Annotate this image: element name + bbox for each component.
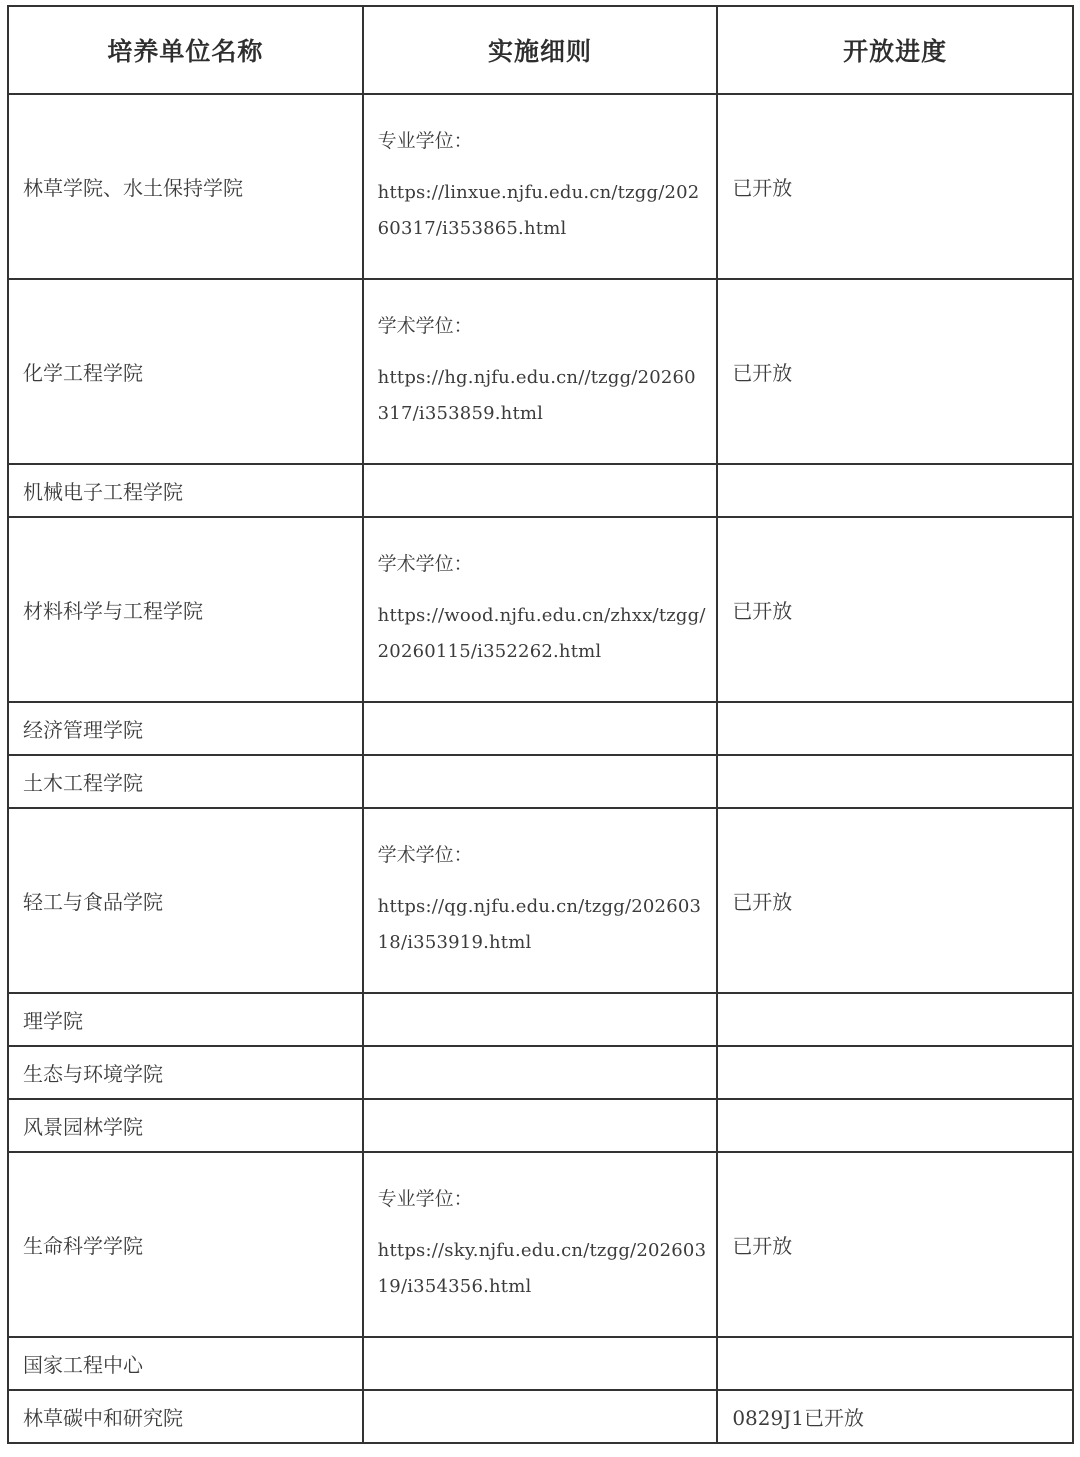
- status-cell: [717, 1046, 1073, 1099]
- status-cell: [717, 808, 1073, 993]
- status-text: 已开放: [732, 890, 793, 914]
- status-text: 已开放: [732, 599, 793, 623]
- rules-cell: [363, 464, 718, 517]
- header-rules: 实施细则: [363, 6, 718, 94]
- table-row: [8, 702, 1073, 755]
- table-row: [8, 993, 1073, 1046]
- status-text: 已开放: [732, 176, 793, 200]
- unit-name: 理学院: [23, 1009, 83, 1033]
- unit-cell: [8, 94, 363, 279]
- degree-type: 专业学位：: [377, 1187, 473, 1210]
- table-row: [8, 517, 1073, 702]
- rules-cell: [363, 808, 718, 993]
- table-row: [8, 1152, 1073, 1337]
- unit-cell: [8, 1152, 363, 1337]
- status-cell: [717, 94, 1073, 279]
- unit-cell: [8, 464, 363, 517]
- header-status: 开放进度: [717, 6, 1073, 94]
- status-cell: [717, 702, 1073, 755]
- unit-cell: [8, 1099, 363, 1152]
- rules-cell: [363, 1152, 718, 1337]
- status-cell: [717, 755, 1073, 808]
- status-cell: [717, 464, 1073, 517]
- unit-name: 生态与环境学院: [23, 1062, 163, 1086]
- rules-cell: [363, 94, 718, 279]
- degree-type: 学术学位：: [377, 843, 473, 866]
- table-row: [8, 1046, 1073, 1099]
- unit-name: 林草学院、水土保持学院: [23, 176, 243, 200]
- unit-cell: [8, 755, 363, 808]
- unit-name: 轻工与食品学院: [23, 890, 163, 914]
- rules-cell: [363, 993, 718, 1046]
- rules-link[interactable]: https://sky.njfu.edu.cn/tzgg/20260319/i354356.html: [377, 1239, 707, 1297]
- status-text: 已开放: [732, 1234, 793, 1258]
- rules-cell: [363, 517, 718, 702]
- unit-cell: [8, 1046, 363, 1099]
- table-row: [8, 1390, 1073, 1443]
- status-cell: [717, 1337, 1073, 1390]
- unit-name: 机械电子工程学院: [23, 480, 183, 504]
- rules-link[interactable]: https://linxue.njfu.edu.cn/tzgg/20260317/i353865.html: [377, 181, 700, 239]
- rules-link[interactable]: https://wood.njfu.edu.cn/zhxx/tzgg/20260115/i352262.html: [377, 604, 706, 662]
- admissions-table: [7, 5, 1074, 1444]
- status-cell: [717, 517, 1073, 702]
- rules-cell: [363, 702, 718, 755]
- table-row: [8, 1099, 1073, 1152]
- unit-name: 风景园林学院: [23, 1115, 143, 1139]
- table-header-row: [8, 6, 1073, 94]
- status-cell: [717, 1390, 1073, 1443]
- unit-cell: [8, 808, 363, 993]
- unit-cell: [8, 702, 363, 755]
- degree-type: 学术学位：: [377, 552, 473, 575]
- status-cell: [717, 279, 1073, 464]
- degree-type: 学术学位：: [377, 314, 473, 337]
- unit-name: 化学工程学院: [23, 361, 143, 385]
- unit-name: 林草碳中和研究院: [23, 1406, 183, 1430]
- unit-name: 国家工程中心: [23, 1353, 143, 1377]
- unit-cell: [8, 1390, 363, 1443]
- header-unit: 培养单位名称: [8, 6, 363, 94]
- unit-name: 材料科学与工程学院: [23, 599, 203, 623]
- unit-cell: [8, 517, 363, 702]
- table-row: [8, 94, 1073, 279]
- rules-cell: [363, 1099, 718, 1152]
- rules-link[interactable]: https://hg.njfu.edu.cn//tzgg/20260317/i353859.html: [377, 366, 696, 424]
- rules-cell: [363, 755, 718, 808]
- unit-cell: [8, 279, 363, 464]
- table-row: [8, 755, 1073, 808]
- rules-cell: [363, 1337, 718, 1390]
- rules-link[interactable]: https://qg.njfu.edu.cn/tzgg/20260318/i353919.html: [377, 895, 702, 953]
- unit-name: 经济管理学院: [23, 718, 143, 742]
- status-cell: [717, 993, 1073, 1046]
- degree-type: 专业学位：: [377, 129, 473, 152]
- table-row: [8, 279, 1073, 464]
- rules-cell: [363, 279, 718, 464]
- unit-cell: [8, 993, 363, 1046]
- status-cell: [717, 1152, 1073, 1337]
- status-text: 已开放: [732, 361, 793, 385]
- status-cell: [717, 1099, 1073, 1152]
- unit-name: 生命科学学院: [23, 1234, 143, 1258]
- unit-name: 土木工程学院: [23, 771, 143, 795]
- rules-cell: [363, 1390, 718, 1443]
- table-row: [8, 808, 1073, 993]
- status-text: 0829J1已开放: [732, 1406, 864, 1430]
- rules-cell: [363, 1046, 718, 1099]
- table-row: [8, 1337, 1073, 1390]
- unit-cell: [8, 1337, 363, 1390]
- table-row: [8, 464, 1073, 517]
